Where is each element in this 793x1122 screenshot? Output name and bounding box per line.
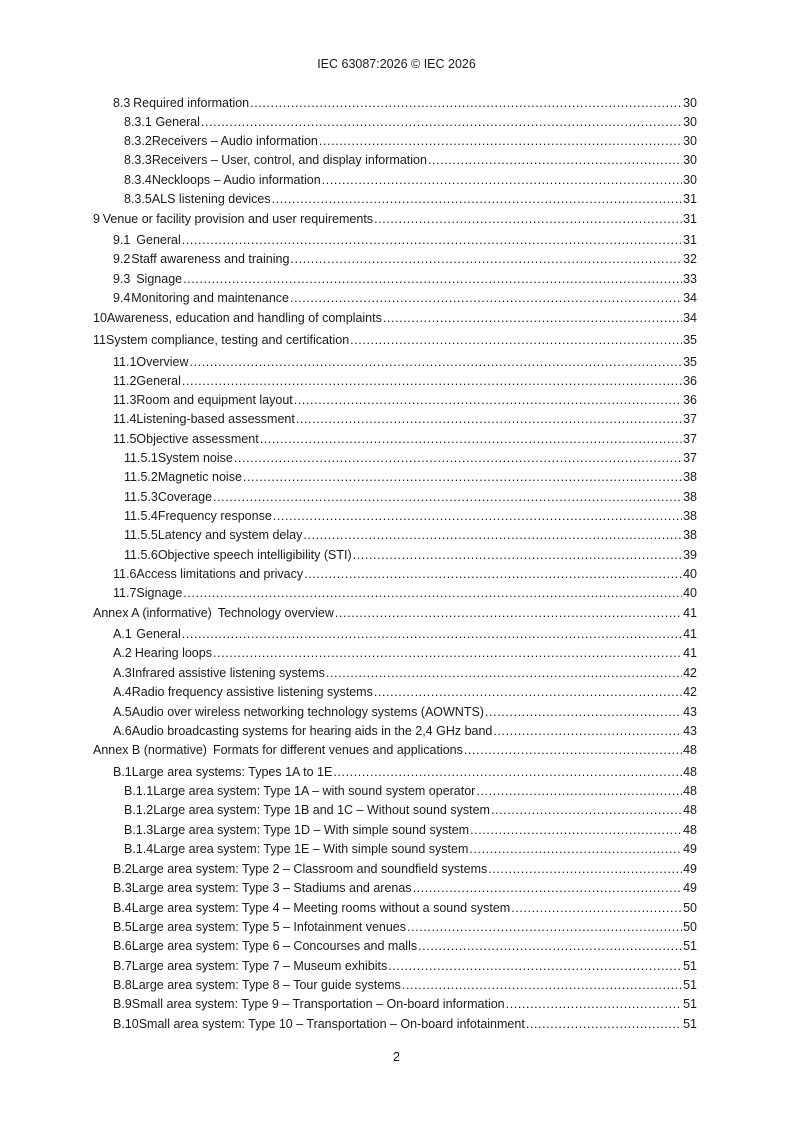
toc-entry[interactable] [124,507,697,525]
toc-entry-title: Large area system: Type 5 – Infotainment venues [131,920,407,934]
toc-entry-title: Overview [136,355,189,369]
toc-entry-page: 30 [683,134,697,148]
dot-leader [294,391,682,409]
toc-entry-number: B.1.3 [124,823,154,837]
toc-entry[interactable] [113,860,697,878]
toc-entry[interactable] [113,430,697,448]
toc-entry-page: 36 [683,393,697,407]
toc-entry-title: Large area system: Type 8 – Tour guide systems [131,978,401,992]
toc-entry-page: 38 [683,528,697,542]
dot-leader [335,604,682,622]
toc-entry[interactable] [124,840,697,858]
dot-leader [182,231,682,249]
toc-entry-number: 11.5.2 [124,470,158,484]
toc-entry-page: 51 [683,997,697,1011]
toc-entry-page: 38 [683,490,697,504]
toc-entry-title: General [136,627,181,641]
toc-entry[interactable] [113,664,697,682]
toc-entry-title: Venue or facility provision and user requirements [102,212,374,226]
dot-leader [511,899,682,917]
toc-entry-title: Large area system: Type 1A – with sound system operator [153,784,476,798]
dot-leader [476,782,682,800]
dot-leader [322,171,682,189]
toc-entry-number: 9.2 [113,252,131,266]
toc-entry-page: 35 [683,333,697,347]
toc-entry-title: Listening-based assessment [136,412,295,426]
toc-entry-number: 8.3.3 [124,153,152,167]
toc-entry-number: B.7 [113,959,132,973]
dot-leader [290,250,682,268]
toc-entry-number: 11.7 [113,586,137,600]
toc-entry-number: B.6 [113,939,132,953]
dot-leader [182,372,682,390]
dot-leader [296,410,682,428]
dot-leader [273,507,682,525]
toc-entry-number: 9 [93,212,100,226]
toc-entry-title: Room and equipment layout [136,393,293,407]
toc-entry-page: 41 [683,627,697,641]
toc-entry-title: General [155,115,200,129]
toc-entry[interactable] [124,526,697,544]
toc-entry[interactable] [113,995,697,1013]
toc-entry-title: Formats for different venues and applications [212,743,463,757]
toc-entry-page: 48 [683,765,697,779]
toc-entry-number: 11.5.5 [124,528,158,542]
toc-entry-title: Awareness, education and handling of complaints [106,311,382,325]
toc-entry-page: 42 [683,666,697,680]
toc-entry-page: 37 [683,451,697,465]
toc-entry[interactable] [124,488,697,506]
page-header: IEC 63087:2026 © IEC 2026 [317,57,476,71]
toc-entry-number: 11.5 [113,432,137,446]
toc-entry-page: 41 [683,646,697,660]
dot-leader [413,879,683,897]
toc-entry[interactable] [113,584,697,602]
toc-entry[interactable] [93,741,697,759]
dot-leader [183,270,682,288]
toc-entry-page: 48 [683,803,697,817]
toc-entry-title: Large area system: Type 6 – Concourses and malls [131,939,418,953]
toc-entry-page: 34 [683,311,697,325]
page-number: 2 [393,1050,400,1064]
dot-leader [526,1015,682,1033]
toc-entry[interactable] [124,782,697,800]
dot-leader [290,289,682,307]
toc-entry-page: 31 [683,233,697,247]
toc-entry[interactable] [124,151,697,169]
dot-leader [470,821,682,839]
toc-entry-title: Technology overview [217,606,334,620]
toc-entry-number: 8.3 [113,96,131,110]
toc-entry-page: 51 [683,939,697,953]
toc-entry-page: 42 [683,685,697,699]
dot-leader [350,331,682,349]
dot-leader [374,210,682,228]
toc-entry-title: Large area system: Type 4 – Meeting rooms without a sound system [131,901,511,915]
dot-leader [407,918,682,936]
dot-leader [506,995,682,1013]
toc-entry[interactable] [113,270,697,288]
toc-entry-number: A.4 [113,685,132,699]
toc-entry-number: Annex A (informative) [93,606,212,620]
dot-leader [491,801,682,819]
toc-entry-title: Objective speech intelligibility (STI) [157,548,352,562]
toc-entry[interactable] [113,703,697,721]
dot-leader [464,741,682,759]
toc-entry-title: Frequency response [157,509,272,523]
toc-entry-page: 36 [683,374,697,388]
toc-entry[interactable] [124,821,697,839]
toc-entry[interactable] [113,918,697,936]
toc-entry-title: Large area system: Type 2 – Classroom and soundfield systems [131,862,488,876]
toc-entry-title: Signage [136,272,183,286]
toc-entry-title: General [136,233,181,247]
toc-entry-number: 8.3.1 [124,115,152,129]
toc-entry-page: 49 [683,842,697,856]
toc-entry-page: 51 [683,1017,697,1031]
toc-entry-page: 49 [683,862,697,876]
toc-entry-number: 11.3 [113,393,137,407]
dot-leader [388,957,682,975]
toc-entry-title: Audio broadcasting systems for hearing aids in the 2,4 GHz band [131,724,493,738]
toc-entry-title: System compliance, testing and certification [105,333,350,347]
toc-entry[interactable] [113,976,697,994]
toc-entry-title: Access limitations and privacy [136,567,304,581]
toc-entry[interactable] [113,372,697,390]
dot-leader [234,449,682,467]
toc-entry[interactable] [93,331,697,349]
dot-leader [326,664,682,682]
toc-entry[interactable] [113,391,697,409]
toc-entry-number: A.3 [113,666,132,680]
dot-leader [488,860,682,878]
toc-entry-title: Signage [136,586,183,600]
toc-entry-number: B.9 [113,997,132,1011]
toc-entry-number: A.6 [113,724,132,738]
dot-leader [183,584,682,602]
toc-entry[interactable] [113,899,697,917]
toc-entry-title: Small area system: Type 9 – Transportation – On-board information [131,997,505,1011]
toc-entry-title: Large area systems: Types 1A to 1E [131,765,333,779]
dot-leader [213,488,682,506]
toc-entry-page: 30 [683,96,697,110]
toc-entry-page: 43 [683,705,697,719]
toc-entry[interactable] [124,546,697,564]
toc-entry[interactable] [124,449,697,467]
toc-entry-title: Objective assessment [136,432,259,446]
toc-entry-page: 40 [683,567,697,581]
toc-entry[interactable] [113,1015,697,1033]
toc-entry-page: 31 [683,212,697,226]
toc-entry-number: 9.4 [113,291,131,305]
toc-entry-title: Magnetic noise [157,470,242,484]
toc-entry-number: B.10 [113,1017,139,1031]
toc-entry-number: B.4 [113,901,132,915]
toc-entry-number: 8.3.5 [124,192,152,206]
dot-leader [493,722,682,740]
toc-entry[interactable] [124,190,697,208]
toc-entry[interactable] [124,468,697,486]
toc-entry-page: 30 [683,115,697,129]
toc-entry[interactable] [113,957,697,975]
toc-entry-title: Radio frequency assistive listening systems [131,685,373,699]
toc-entry-number: B.1.4 [124,842,154,856]
dot-leader [201,113,682,131]
toc-entry-title: Audio over wireless networking technology systems (AOWNTS) [131,705,484,719]
dot-leader [213,644,682,662]
dot-leader [402,976,682,994]
dot-leader [190,353,683,371]
toc-entry-page: 38 [683,509,697,523]
toc-entry-number: Annex B (normative) [93,743,207,757]
toc-entry-number: 11.5.3 [124,490,158,504]
toc-entry-title: Receivers – User, control, and display information [151,153,427,167]
toc-entry-title: Receivers – Audio information [151,134,318,148]
toc-entry-page: 48 [683,784,697,798]
toc-entry-page: 51 [683,959,697,973]
toc-entry-number: 11.1 [113,355,137,369]
toc-entry-page: 48 [683,743,697,757]
toc-entry-page: 48 [683,823,697,837]
toc-entry[interactable] [124,132,697,150]
toc-entry-number: 11.6 [113,567,137,581]
toc-entry[interactable] [113,353,697,371]
toc-entry-number: B.2 [113,862,132,876]
toc-entry-page: 40 [683,586,697,600]
toc-entry-page: 39 [683,548,697,562]
toc-entry-number: B.8 [113,978,132,992]
toc-entry[interactable] [113,565,697,583]
toc-entry-page: 32 [683,252,697,266]
dot-leader [250,94,682,112]
toc-entry-title: Infrared assistive listening systems [131,666,325,680]
toc-entry[interactable] [113,231,697,249]
toc-entry-number: 11.4 [113,412,137,426]
toc-entry[interactable] [113,289,697,307]
dot-leader [303,526,682,544]
toc-entry-title: Latency and system delay [157,528,303,542]
dot-leader [272,190,682,208]
toc-entry-title: Large area system: Type 1B and 1C – Without sound system [153,803,490,817]
toc-entry-page: 50 [683,920,697,934]
toc-entry-title: Coverage [157,490,213,504]
toc-entry[interactable] [113,763,697,781]
toc-entry-number: 11.5.1 [124,451,158,465]
toc-entry-number: 11.5.4 [124,509,158,523]
toc-entry-title: Large area system: Type 3 – Stadiums and arenas [131,881,412,895]
toc-entry[interactable] [124,171,697,189]
toc-entry-page: 30 [683,153,697,167]
dot-leader [374,683,682,701]
toc-entry-number: A.2 [113,646,132,660]
toc-entry[interactable] [124,113,697,131]
toc-entry[interactable] [93,604,697,622]
toc-entry-title: Hearing loops [134,646,212,660]
toc-entry-title: Large area system: Type 1D – With simple sound system [153,823,470,837]
toc-entry[interactable] [93,309,697,327]
toc-entry[interactable] [113,879,697,897]
toc-entry[interactable] [124,801,697,819]
toc-entry-page: 38 [683,470,697,484]
toc-entry-page: 31 [683,192,697,206]
toc-entry-number: 10 [93,311,107,325]
toc-entry-number: B.5 [113,920,132,934]
toc-entry-number: 8.3.4 [124,173,152,187]
toc-entry-number: 11.5.6 [124,548,158,562]
toc-entry[interactable] [113,683,697,701]
toc-entry-number: 8.3.2 [124,134,152,148]
toc-entry-page: 33 [683,272,697,286]
toc-entry-number: 11.2 [113,374,137,388]
toc-entry-number: B.3 [113,881,132,895]
dot-leader [383,309,682,327]
toc-entry-title: General [136,374,181,388]
toc-entry-page: 49 [683,881,697,895]
toc-entry-title: Required information [133,96,250,110]
toc-entry-page: 50 [683,901,697,915]
toc-entry-title: Monitoring and maintenance [131,291,289,305]
toc-entry-page: 37 [683,412,697,426]
dot-leader [182,625,682,643]
toc-entry-number: B.1 [113,765,132,779]
toc-entry-number: A.5 [113,705,132,719]
toc-entry[interactable] [113,644,697,662]
dot-leader [260,430,682,448]
toc-entry[interactable] [113,625,697,643]
toc-entry[interactable] [113,94,697,112]
toc-entry-number: 11 [93,333,106,347]
toc-entry-page: 34 [683,291,697,305]
toc-entry[interactable] [113,722,697,740]
toc-entry-title: System noise [157,451,233,465]
toc-entry[interactable] [113,937,697,955]
toc-entry-number: 9.1 [113,233,131,247]
toc-entry-title: Neckloops – Audio information [151,173,321,187]
toc-entry-title: Large area system: Type 1E – With simple sound system [153,842,469,856]
dot-leader [485,703,682,721]
toc-entry-number: 9.3 [113,272,131,286]
toc-entry-page: 51 [683,978,697,992]
toc-entry-number: A.1 [113,627,132,641]
dot-leader [353,546,682,564]
dot-leader [333,763,682,781]
toc-entry-page: 43 [683,724,697,738]
toc-entry-number: B.1.1 [124,784,154,798]
toc-entry-title: Small area system: Type 10 – Transportation – On-board infotainment [138,1017,525,1031]
toc-entry-title: Staff awareness and training [131,252,290,266]
dot-leader [304,565,682,583]
dot-leader [418,937,682,955]
dot-leader [469,840,682,858]
toc-entry-number: B.1.2 [124,803,154,817]
toc-entry-page: 30 [683,173,697,187]
dot-leader [243,468,682,486]
toc-entry[interactable] [113,250,697,268]
toc-entry-title: ALS listening devices [151,192,271,206]
toc-entry-page: 35 [683,355,697,369]
toc-entry-title: Large area system: Type 7 – Museum exhibits [131,959,388,973]
toc-entry[interactable] [113,410,697,428]
dot-leader [428,151,682,169]
toc-entry-page: 37 [683,432,697,446]
toc-entry-page: 41 [683,606,697,620]
dot-leader [319,132,682,150]
toc-entry[interactable] [93,210,697,228]
